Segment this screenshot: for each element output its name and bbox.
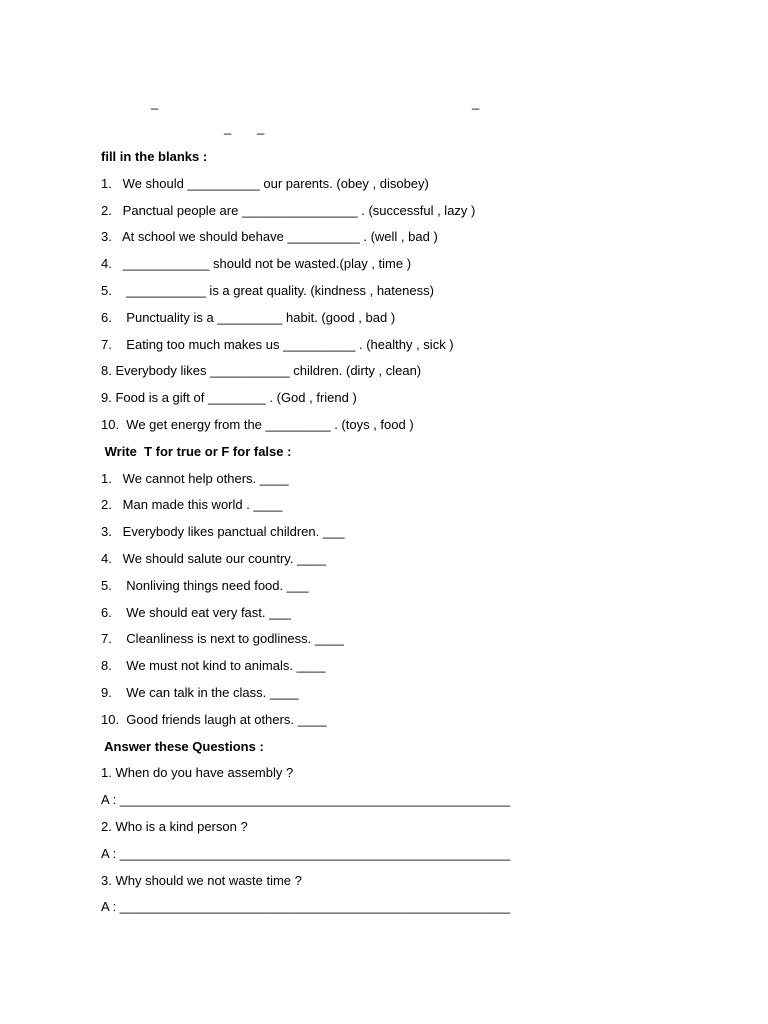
fill-blank-question: 2. Panctual people are ________________ . (successful , lazy ) (101, 202, 476, 218)
fill-blank-question: 1. We should __________ our parents. (obey , disobey) (101, 175, 429, 191)
section-heading-answer-questions: Answer these Questions : (101, 738, 264, 754)
short-answer-question: 1. When do you have assembly ? (101, 765, 294, 781)
short-answer-question: 2. Who is a kind person ? (101, 818, 248, 834)
fill-blank-question: 3. At school we should behave __________ . (well , bad ) (101, 229, 438, 245)
fill-blank-question: 9. Food is a gift of ________ . (God , friend ) (101, 390, 357, 406)
fill-blank-question: 5. ___________ is a great quality. (kindness , hateness) (101, 282, 434, 298)
section-heading-true-false: Write T for true or F for false : (101, 443, 292, 459)
fill-blank-question: 7. Eating too much makes us __________ . (healthy , sick ) (101, 336, 454, 352)
answer-line: A : ______________________________________________________ (101, 899, 511, 915)
true-false-question: 5. Nonliving things need food. ___ (101, 577, 309, 593)
header-mark: _ (257, 120, 265, 135)
true-false-question: 10. Good friends laugh at others. ____ (101, 711, 327, 727)
true-false-question: 6. We should eat very fast. ___ (101, 604, 291, 620)
header-mark: _ (224, 120, 232, 135)
true-false-question: 2. Man made this world . ____ (101, 497, 283, 513)
fill-blank-question: 10. We get energy from the _________ . (toys , food ) (101, 416, 414, 432)
fill-blank-question: 8. Everybody likes ___________ children. (dirty , clean) (101, 363, 422, 379)
short-answer-question: 3. Why should we not waste time ? (101, 872, 302, 888)
header-mark: _ (151, 95, 159, 110)
section-heading-fill-blanks: fill in the blanks : (101, 149, 208, 164)
true-false-question: 7. Cleanliness is next to godliness. ____ (101, 631, 344, 647)
fill-blank-question: 6. Punctuality is a _________ habit. (good , bad ) (101, 309, 396, 325)
true-false-question: 1. We cannot help others. ____ (101, 470, 289, 486)
fill-blank-question: 4. ____________ should not be wasted.(play , time ) (101, 256, 412, 272)
true-false-question: 4. We should salute our country. ____ (101, 550, 326, 566)
answer-line: A : ______________________________________________________ (101, 792, 511, 808)
answer-line: A : ______________________________________________________ (101, 845, 511, 861)
header-mark: _ (472, 95, 480, 110)
true-false-question: 3. Everybody likes panctual children. ___ (101, 524, 345, 540)
worksheet-content (101, 144, 721, 921)
true-false-question: 9. We can talk in the class. ____ (101, 684, 299, 700)
true-false-question: 8. We must not kind to animals. ____ (101, 658, 326, 674)
